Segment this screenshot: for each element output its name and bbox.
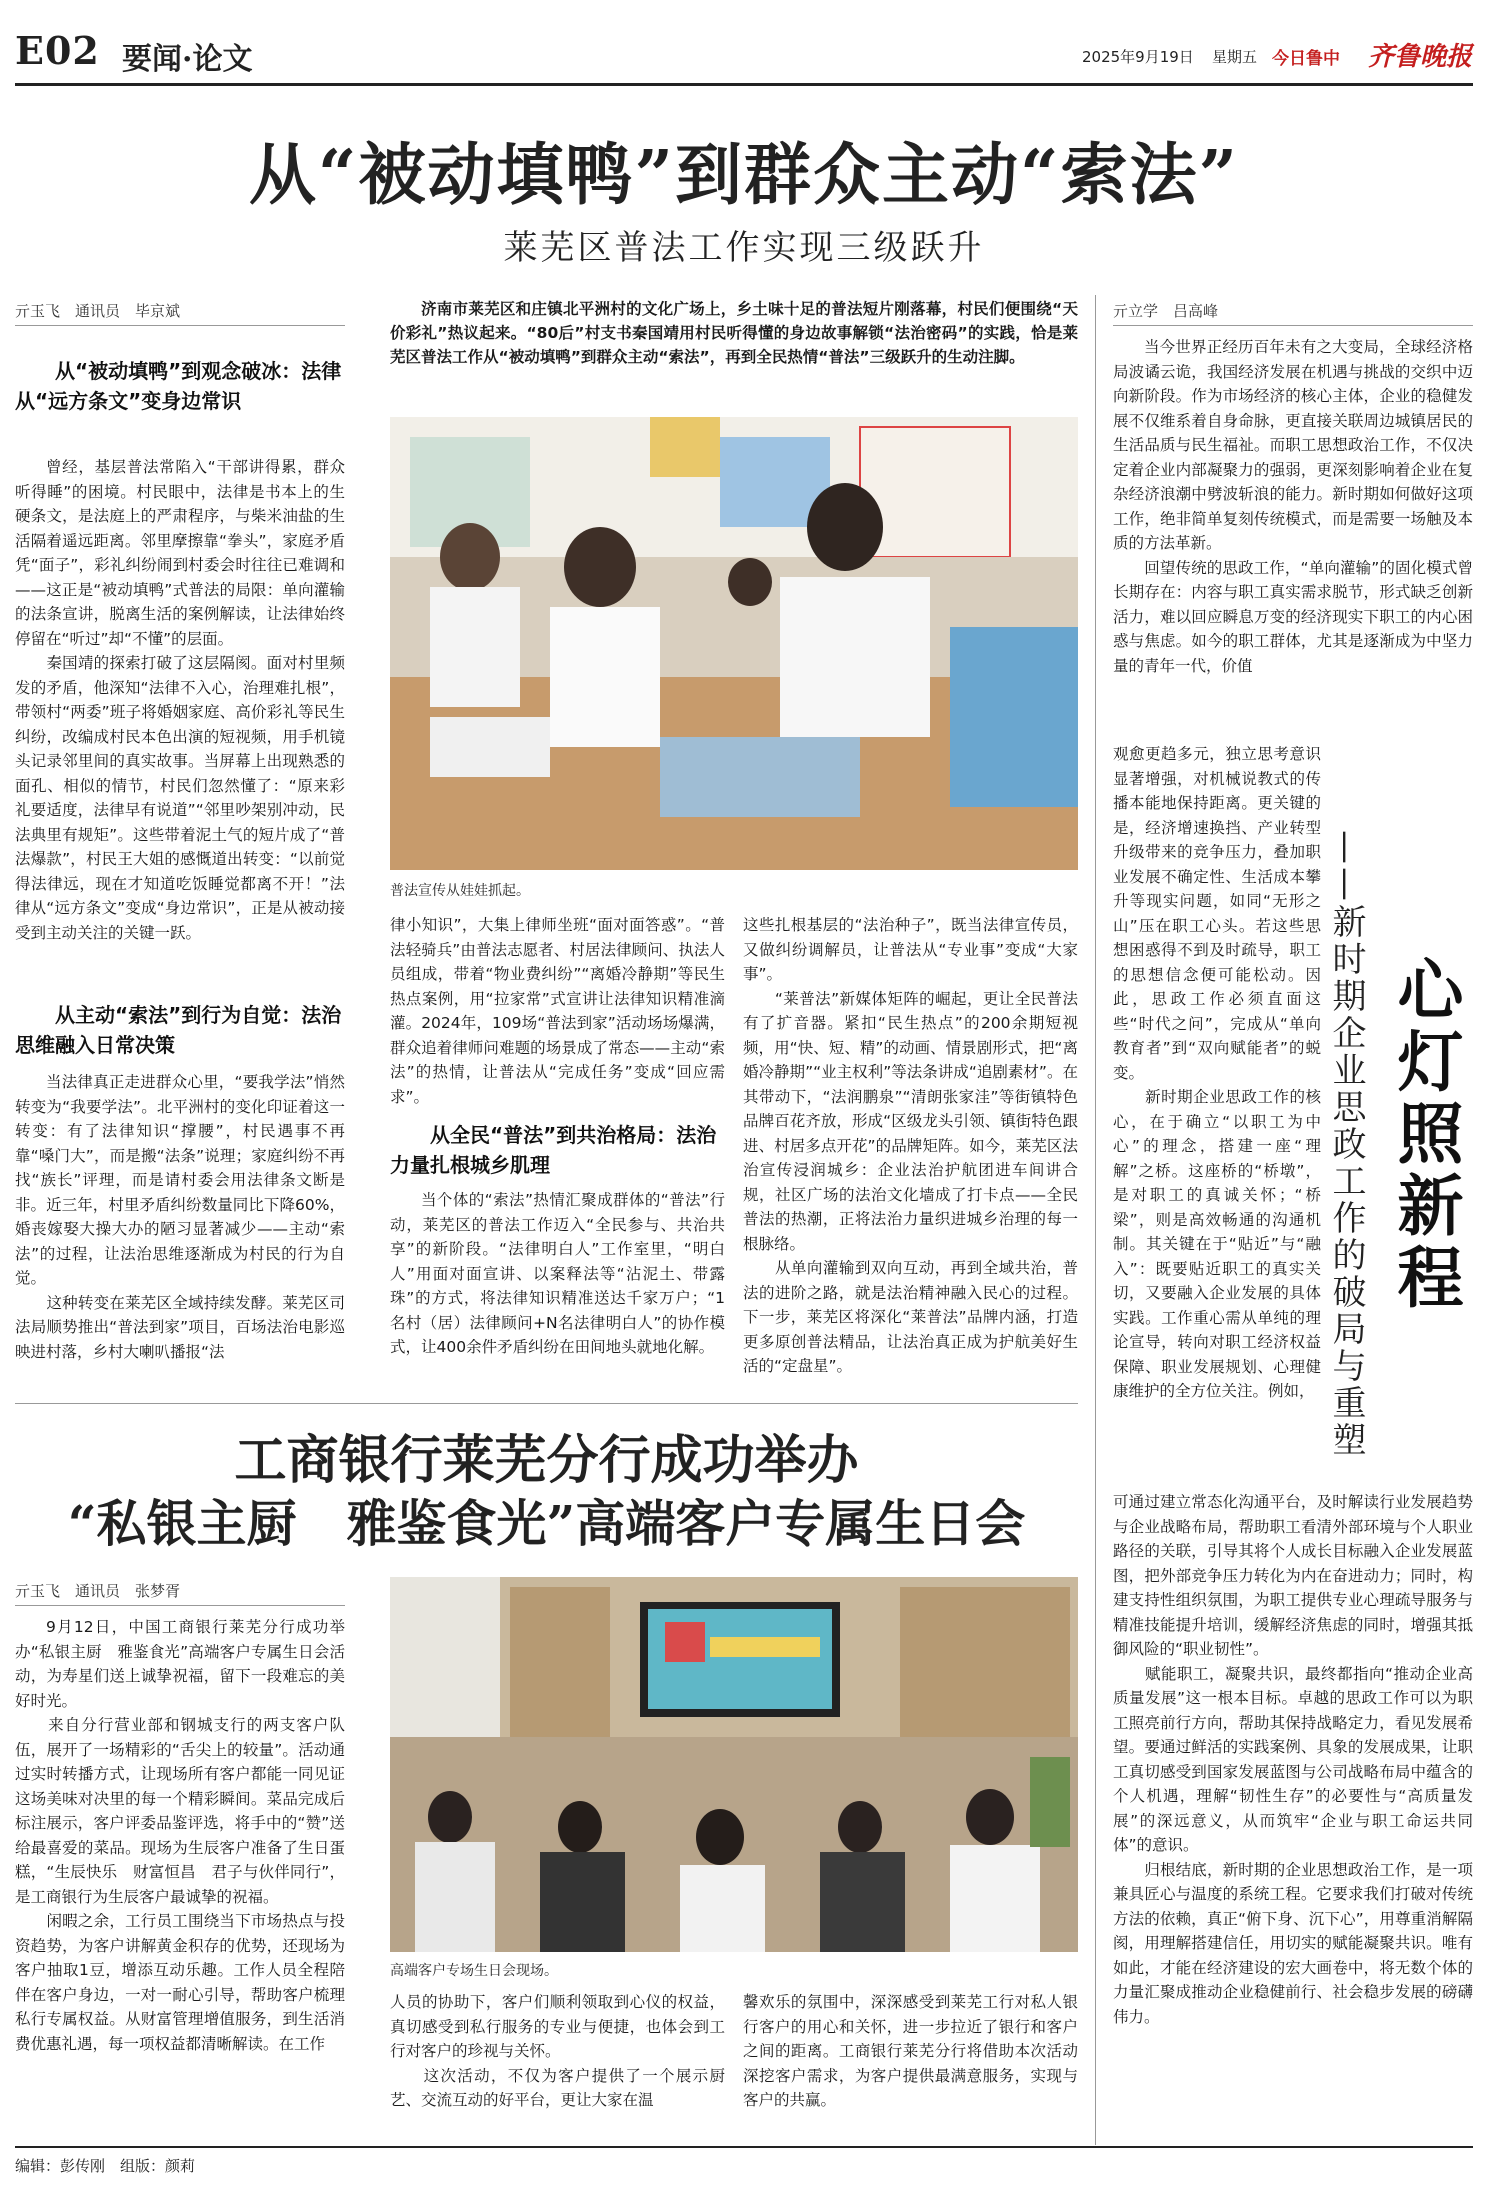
header-date: 2025年9月19日 bbox=[1082, 48, 1194, 66]
section-name: 要闻·论文 bbox=[122, 42, 253, 77]
article1-byline: 亓玉飞 通讯员 毕京斌 bbox=[15, 302, 181, 320]
article3-text-mid: 观愈更趋多元，独立思考意识显著增强，对机械说教式的传播本能地保持距离。更关键的是，经济增速换挡、产业转型升级带来的竞争压力，叠加职业发展不确定性、生活成本攀升等现实问题，如同“无形之山”压在职工心头。若这些思想困惑得不到及时疏导，职工的思想信念便可能松动。因此，思政工作必须直面这些“时代之问”，完成从“单向教育者”到“双向赋能者”的蜕变。 新时期企业思政工作的核心，在于确立“以职工为中心”的理念，搭建一座“理解”之桥。这座桥的“桥墩”，是对职工的真诚关怀；“桥梁”，则是高效畅通的沟通机制。其关键在于“贴近”与“融入”：既要贴近职工的真实关切，又要融入企业发展的具体实践。工作重心需从单纯的理论宣导，转向对职工经济权益保障、职业发展规划、心理健康维护的全方位关注。例如， bbox=[1113, 745, 1321, 1400]
header-edition: 今日鲁中 bbox=[1272, 49, 1340, 69]
footer-rule bbox=[15, 2146, 1473, 2148]
article2-col1-text: 9月12日，中国工商银行莱芜分行成功举办“私银主厨 雅鉴食光”高端客户专属生日会活动，为寿星们送上诚挚祝福，留下一段难忘的美好时光。 来自分行营业部和钢城支行的两支客户队伍，展开了一场精彩的“舌尖上的较量”。活动通过实时转播方式，让现场所有客户都能一同见证这场美味对决里的每一个精彩瞬间。菜品完成后标注展示，客户评委品鉴评选，将手中的“赞”送给最喜爱的菜品。现场为生辰客户准备了生日蛋糕，“生辰快乐 财富恒昌 君子与伙伴同行”，是工商银行为生辰客户最诚挚的祝福。 闲暇之余，工行员工围绕当下市场热点与投资趋势，为客户讲解黄金积存的优势，还现场为客户抽取1豆，增添互动乐趣。工作人员全程陪伴在客户身边，一对一耐心引导，帮助客户梳理私行专属权益。从财富管理增值服务，到生活消费优惠礼遇，每一项权益都清晰解读。在工作 bbox=[15, 1618, 345, 2053]
article1-lead: 济南市莱芜区和庄镇北平洲村的文化广场上，乡土味十足的普法短片刚落幕，村民们便围绕“天价彩礼”热议起来。“80后”村支书秦国靖用村民听得懂的身边故事解锁“法治密码”的实践，恰是莱芜区普法工作从“被动填鸭”到群众主动“索法”，再到全民热情“普法”三级跃升的生动注脚。 bbox=[390, 300, 1078, 366]
article3-subtitle: ——新时期企业思政工作的破局与重塑 bbox=[1326, 830, 1366, 1459]
article3-byline-rule bbox=[1113, 325, 1473, 326]
masthead-logo: 齐鲁晚报 bbox=[1368, 42, 1473, 72]
article1-headline: 从“被动填鸭”到群众主动“索法” bbox=[248, 135, 1240, 214]
article2-byline-rule bbox=[15, 1605, 345, 1606]
photo2-caption: 高端客户专场生日会现场。 bbox=[390, 1963, 558, 1979]
right-column-divider bbox=[1095, 295, 1096, 2145]
article1-col1-text1: 曾经，基层普法常陷入“干部讲得累，群众听得睡”的困境。村民眼中，法律是书本上的生硬条文，是法庭上的严肃程序，与柴米油盐的生活隔着遥远距离。邻里摩擦靠“拳头”，家庭矛盾凭“面子”，彩礼纠纷闹到村委会时往往已难调和——这正是“被动填鸭”式普法的局限：单向灌输的法条宣讲，脱离生活的案例解读，让法律始终停留在“听过”却“不懂”的层面。 秦国靖的探索打破了这层隔阂。面对村里频发的矛盾，他深知“法律不入心，治理难扎根”，带领村“两委”班子将婚姻家庭、高价彩礼等民生纠纷，改编成村民本色出演的短视频，用手机镜头记录邻里间的真实故事。当屏幕上出现熟悉的面孔、相似的情节，村民们忽然懂了：“原来彩礼要适度，法律早有说道”“邻里吵架别冲动，民法典里有规矩”。这些带着泥土气的短片成了“普法爆款”，村民王大姐的感慨道出转变：“以前觉得法律远，现在才知道吃饭睡觉都离不开！”法律从“远方条文”变成“身边常识”，正是从被动接受到主动关注的关键一跃。 bbox=[15, 458, 345, 942]
article-divider bbox=[15, 1403, 1078, 1404]
article3-byline: 亓立学 吕高峰 bbox=[1113, 302, 1219, 320]
article3-text-bottom: 可通过建立常态化沟通平台，及时解读行业发展趋势与企业战略布局，帮助职工看清外部环境与个人职业路径的关联，引导其将个人成长目标融入企业发展蓝图，把外部竞争压力转化为内在奋进动力；同时，构建支持性组织氛围，为职工提供专业心理疏导服务与精准技能提升培训，缓解经济焦虑的同时，增强其抵御风险的“职业韧性”。 赋能职工，凝聚共识，最终都指向“推动企业高质量发展”这一根本目标。卓越的思政工作可以为职工照亮前行方向，帮助其保持战略定力，看见发展希望。要通过鲜活的实践案例、具象的发展成果，让职工真切感受到国家发展蓝图与公司战略布局中蕴含的个人机遇，理解“韧性生存”的必要性与“高质量发展”的深远意义，从而筑牢“企业与职工命运共同体”的意识。 归根结底，新时期的企业思想政治工作，是一项兼具匠心与温度的系统工程。它要求我们打破对传统方法的依赖，真正“俯下身、沉下心”，用尊重消解隔阂，用理解搭建信任，用切实的赋能凝聚共识。唯有如此，才能在经济建设的宏大画卷中，将无数个体的力量汇聚成推动企业稳健前行、社会稳步发展的磅礴伟力。 bbox=[1113, 1493, 1473, 2026]
header-weekday: 星期五 bbox=[1212, 48, 1258, 66]
page-code: E02 bbox=[15, 28, 100, 73]
article2-col2-text: 人员的协助下，客户们顺利领取到心仪的权益，真切感受到私行服务的专业与便捷，也体会到工行对客户的珍视与关怀。 这次活动，不仅为客户提供了一个展示厨艺、交流互动的好平台，更让大家在温 bbox=[390, 1993, 725, 2109]
article2-byline: 亓玉飞 通讯员 张梦胥 bbox=[15, 1582, 181, 1600]
article1-col2-text: 律小知识”，大集上律师坐班“面对面答惑”。“普法轻骑兵”由普法志愿者、村居法律顾问、执法人员组成，带着“物业费纠纷”“离婚冷静期”等民生热点案例，用“拉家常”式宣讲让法律知识精准滴灌。2024年，109场“普法到家”活动场场爆满，群众追着律师问难题的场景成了常态——主动“索法”的热情，让普法从“完成任务”变成“回应需求”。 bbox=[390, 916, 725, 1106]
photo1-caption: 普法宣传从娃娃抓起。 bbox=[390, 883, 530, 899]
header-rule bbox=[15, 83, 1473, 86]
section1-title: 从“被动填鸭”到观念破冰：法律从“远方条文”变身边常识 bbox=[15, 359, 342, 413]
photo-classroom bbox=[390, 417, 1078, 870]
article2-col3-text: 馨欢乐的氛围中，深深感受到莱芜工行对私人银行客户的用心和关怀，进一步拉近了银行和客户之间的距离。工商银行莱芜分行将借助本次活动深挖客户需求，为客户提供最满意服务，实现与客户的共赢。 bbox=[743, 1993, 1078, 2109]
article3-title: 心灯照新程 bbox=[1386, 955, 1464, 1315]
footer-editors: 编辑：彭传刚 组版：颜莉 bbox=[15, 2157, 196, 2175]
article1-col2-text2: 当个体的“索法”热情汇聚成群体的“普法”行动，莱芜区的普法工作迈入“全民参与、共治共享”的新阶段。“法律明白人”工作室里，“明白人”用面对面宣讲、以案释法等“沾泥土、带露珠”的方式，将法律知识精准送达千家万户；“1名村（居）法律顾问+N名法律明白人”的协作模式，让400余件矛盾纠纷在田间地头就地化解。 bbox=[390, 1191, 725, 1356]
article2-headline-line2: “私银主厨 雅鉴食光”高端客户专属生日会 bbox=[67, 1494, 1026, 1553]
section3-title: 从全民“普法”到共治格局：法治力量扎根城乡肌理 bbox=[390, 1123, 717, 1177]
photo-birthday-event bbox=[390, 1577, 1078, 1952]
section2-title: 从主动“索法”到行为自觉：法治思维融入日常决策 bbox=[15, 1003, 342, 1057]
article1-subheadline: 莱芜区普法工作实现三级跃升 bbox=[503, 228, 985, 268]
article3-text-top: 当今世界正经历百年未有之大变局，全球经济格局波谲云诡，我国经济发展在机遇与挑战的交织中迈向新阶段。作为市场经济的核心主体，企业的稳健发展不仅维系着自身命脉，更直接关联周边城镇居民的生活品质与民生福祉。而职工思想政治工作，不仅决定着企业内部凝聚力的强弱，更深刻影响着企业在复杂经济浪潮中劈波斩浪的能力。新时期如何做好这项工作，绝非简单复刻传统模式，而是需要一场触及本质的方法革新。 回望传统的思政工作，“单向灌输”的固化模式曾长期存在：内容与职工真实需求脱节，形式缺乏创新活力，难以回应瞬息万变的经济现实下职工的内心困惑与焦虑。如今的职工群体，尤其是逐渐成为中坚力量的青年一代，价值 bbox=[1113, 338, 1473, 675]
article1-col1-text2: 当法律真正走进群众心里，“要我学法”悄然转变为“我要学法”。北平洲村的变化印证着这一转变：有了法律知识“撑腰”，村民遇事不再靠“嗓门大”，而是搬“法条”说理；家庭纠纷不再找“族长”评理，而是请村委会用法律条文断是非。近三年，村里矛盾纠纷数量同比下降60%，婚丧嫁娶大操大办的陋习显著减少——主动“索法”的过程，让法治思维逐渐成为村民的行为自觉。 这种转变在莱芜区全域持续发酵。莱芜区司法局顺势推出“普法到家”项目，百场法治电影巡映进村落，乡村大喇叭播报“法 bbox=[15, 1073, 345, 1361]
classroom-photo-svg bbox=[390, 417, 1078, 870]
byline-rule bbox=[15, 325, 345, 326]
event-photo-svg bbox=[390, 1577, 1078, 1952]
article1-col3-text: 这些扎根基层的“法治种子”，既当法律宣传员，又做纠纷调解员，让普法从“专业事”变成“大家事”。 “莱普法”新媒体矩阵的崛起，更让全民普法有了扩音器。紧扣“民生热点”的200余期短视频，用“快、短、精”的动画、情景剧形式，把“离婚冷静期”“业主权利”等法条讲成“追剧素材”。在其带动下，“法润鹏泉”“清朗张家洼”等街镇特色品牌百花齐放，形成“区级龙头引领、镇街特色跟进、村居多点开花”的品牌矩阵。如今，莱芜区法治宣传浸润城乡：企业法治护航团进车间讲合规，社区广场的法治文化墙成了打卡点——全民普法的热潮，正将法治力量织进城乡治理的每一根脉络。 从单向灌输到双向互动，再到全域共治，普法的进阶之路，就是法治精神融入民心的过程。下一步，莱芜区将深化“莱普法”品牌内涵，打造更多原创普法精品，让法治真正成为护航美好生活的“定盘星”。 bbox=[743, 916, 1078, 1375]
article2-headline-line1: 工商银行莱芜分行成功举办 bbox=[234, 1430, 859, 1491]
